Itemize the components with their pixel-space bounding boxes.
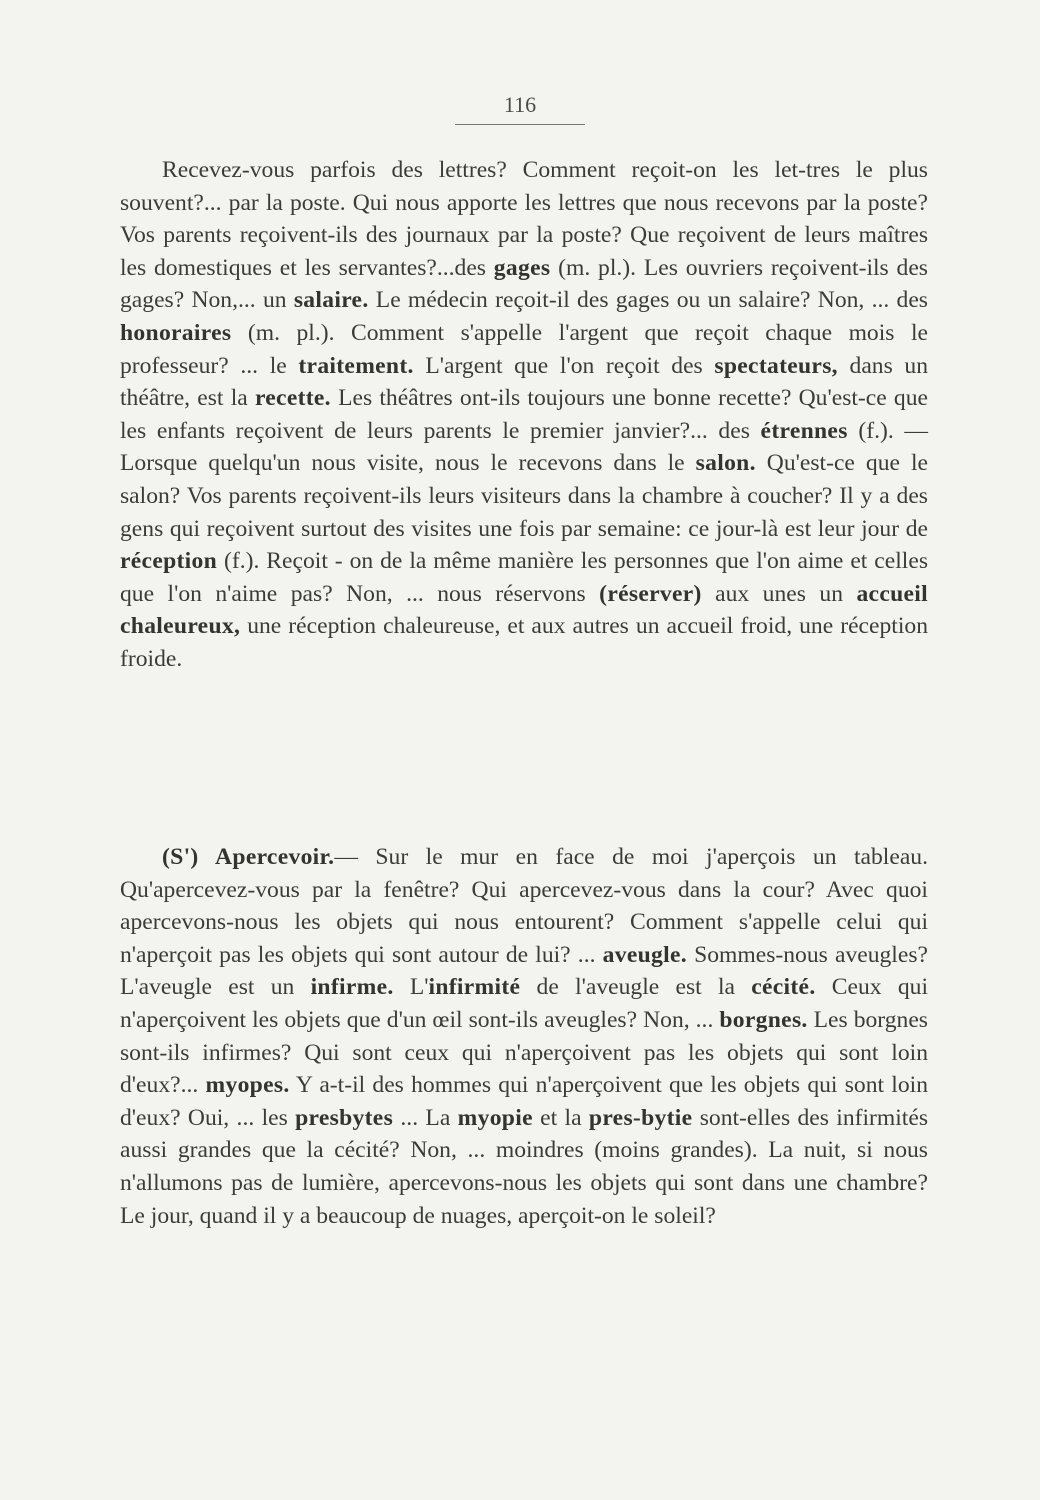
bold-term: infirme. xyxy=(310,974,394,1001)
bold-term: salon. xyxy=(695,450,756,477)
text-run: Qu'est-ce que le salon? Vos parents reçoivent-ils leurs visiteurs dans la chambre à coucher? Il y a des gens qui reçoivent surtout des visites une fois par semaine: ce jour-là est leur jour de xyxy=(120,450,928,542)
text-run: ... La xyxy=(393,1104,458,1131)
text-run: sont-elles des infirmités aussi grandes que la cécité? Non, ... moindres (moins grandes). La nuit, si nous n'allumons pas de lumière, apercevons-nous les objets qui sont dans une chambre? Le jour, quand il y a beaucoup de nuages, aperçoit-on le soleil? xyxy=(120,1104,928,1229)
text-run: — Sur le mur en face de moi j'aperçois un tableau. Qu'apercevez-vous par la fenêtre? Qui apercevez-vous dans la cour? Avec quoi apercevons-nous les objets qui nous entourent? Comment s'appelle celui qui n'aperçoit pas les objets qui sont autour de lui? ... xyxy=(120,844,928,968)
bold-term: salaire. xyxy=(293,287,369,314)
bold-term: borgnes. xyxy=(719,1006,808,1033)
text-run: (m. pl.). Les ouvriers reçoivent-ils des gages? Non,... un xyxy=(120,254,928,314)
bold-term: myopie xyxy=(457,1104,533,1131)
text-run: (m. pl.). Comment s'appelle l'argent que reçoit chaque mois le professeur? ... le xyxy=(120,319,928,379)
text-run: et la xyxy=(532,1104,589,1131)
bold-term: infirmité xyxy=(428,974,521,1001)
paragraph-apercevoir xyxy=(120,841,928,1232)
bold-term: recette. xyxy=(254,385,331,412)
text-run: L' xyxy=(393,974,429,1001)
bold-term: accueil chaleureux, xyxy=(120,580,928,640)
bold-term: spectateurs, xyxy=(714,352,838,379)
bold-term: (réserver) xyxy=(599,580,702,607)
text-run: (f.). — Lorsque quelqu'un nous visite, nous le recevons dans le xyxy=(120,417,928,477)
text-run: dans un théâtre, est la xyxy=(120,352,929,412)
text-run: Recevez-vous parfois des lettres? Comment reçoit-on les let-tres le plus souvent?... par la poste. Qui nous apporte les lettres que nous recevons par la poste? Vos parents reçoivent-ils des journaux par la poste? Que reçoivent de leurs maîtres les domestiques et les servantes?...des xyxy=(120,157,928,281)
bold-term: gages xyxy=(493,254,551,281)
bold-term: presbytes xyxy=(295,1104,394,1131)
text-run: une réception chaleureuse, et aux autres un accueil froid, une réception froide. xyxy=(120,613,928,672)
bold-term: (S') Apercevoir. xyxy=(162,844,335,870)
bold-term: honoraires xyxy=(120,319,232,346)
text-run: Les borgnes sont-ils infirmes? Qui sont ceux qui n'aperçoivent pas les objets qui sont loin d'eux?... xyxy=(120,1006,928,1099)
paragraph-recevoir xyxy=(120,154,928,676)
text-run: L'argent que l'on reçoit des xyxy=(413,352,715,379)
page-number: 116 xyxy=(503,92,537,117)
bold-term: pres-bytie xyxy=(588,1104,693,1131)
bold-term: cécité. xyxy=(751,974,816,1001)
bold-term: myopes. xyxy=(205,1072,290,1099)
text-run: Les théâtres ont-ils toujours une bonne recette? Qu'est-ce que les enfants reçoivent de leurs parents le premier janvier?... des xyxy=(120,385,928,444)
text-run: Le médecin reçoit-il des gages ou un salaire? Non, ... des xyxy=(368,287,928,314)
bold-term: étrennes xyxy=(760,417,848,444)
bold-term: aveugle. xyxy=(602,941,687,968)
bold-term: réception xyxy=(120,548,218,575)
text-run: Ceux qui n'aperçoivent les objets que d'un œil sont-ils aveugles? Non, ... xyxy=(120,974,928,1033)
text-run: Y a-t-il des hommes qui n'aperçoivent que les objets qui sont loin d'eux? Oui, ... les xyxy=(120,1072,928,1131)
header-rule xyxy=(455,124,585,125)
bold-term: traitement. xyxy=(298,352,414,379)
text-run: aux unes un xyxy=(701,580,857,607)
text-run: (f.). Reçoit - on de la même manière les personnes que l'on aime et celles que l'on n'aime pas? Non, ... nous réservons xyxy=(120,548,928,607)
text-run: de l'aveugle est la xyxy=(520,974,752,1001)
text-run: Sommes-nous aveugles? L'aveugle est un xyxy=(120,941,928,1001)
